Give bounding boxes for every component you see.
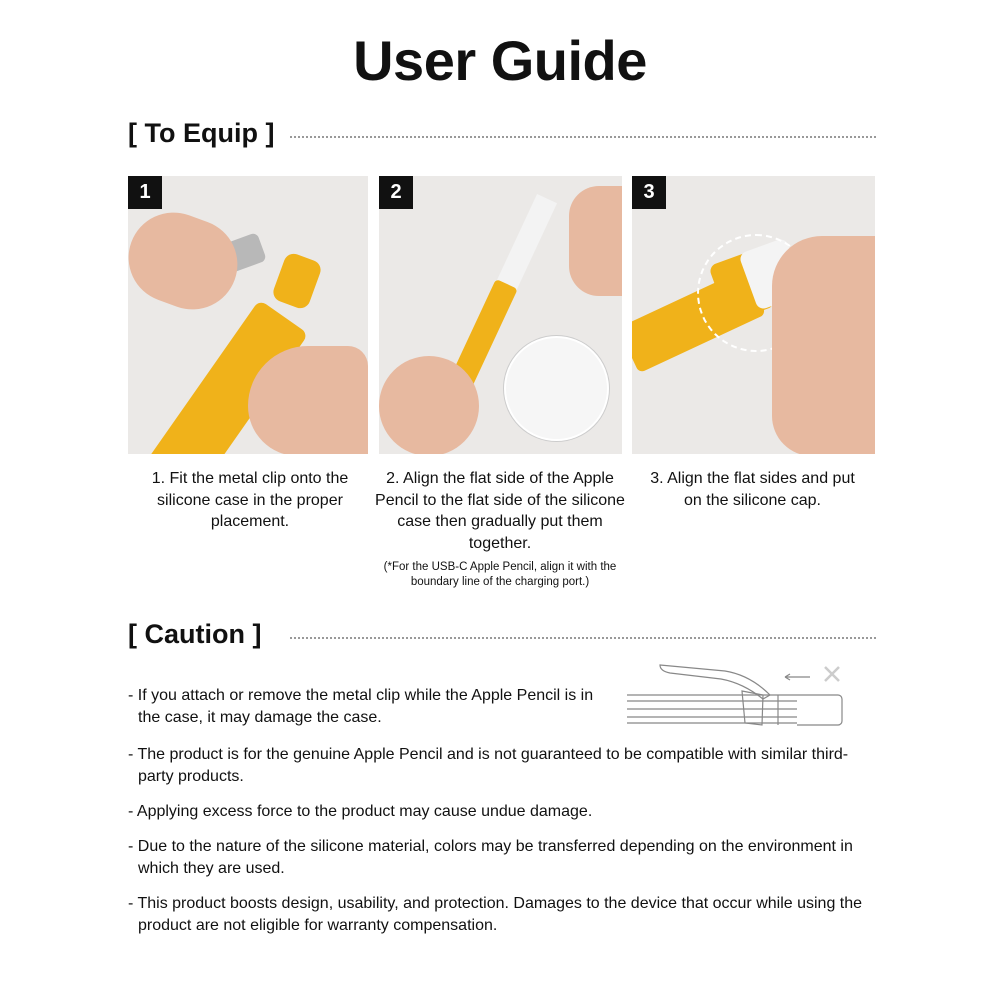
- step-3-caption: 3. Align the flat sides and put on the silicone cap.: [650, 470, 855, 509]
- caution-item: [128, 893, 880, 936]
- hand-shape: [569, 186, 622, 296]
- step-badge: 2: [379, 176, 413, 209]
- caution-text: - Due to the nature of the silicone material, colors may be transferred depending on the environment in which they are used.: [128, 838, 853, 877]
- divider: [290, 637, 876, 639]
- caution-item: [128, 685, 608, 728]
- step-2-image: [379, 176, 622, 454]
- step-1-caption: 1. Fit the metal clip onto the silicone case in the proper placement.: [151, 470, 349, 530]
- caution-text: - If you attach or remove the metal clip while the Apple Pencil is in the case, it may damage the case.: [128, 687, 594, 726]
- caution-item: [128, 801, 868, 823]
- hand-shape: [128, 200, 250, 322]
- caution-text: - Applying excess force to the product may cause undue damage.: [128, 803, 593, 820]
- step-2-note: (*For the USB-C Apple Pencil, align it with the boundary line of the charging port.): [383, 561, 617, 588]
- case-end-shape: [271, 251, 324, 311]
- step-badge: 1: [128, 176, 162, 209]
- caution-heading: [ Caution ]: [128, 619, 262, 649]
- step-3-image: [632, 176, 875, 454]
- caution-text: - This product boosts design, usability, and protection. Damages to the device that occur while using the product are not eligible for warranty compensation.: [128, 895, 863, 934]
- step-1-image: [128, 176, 368, 454]
- hand-shape: [379, 356, 479, 454]
- caution-item: [128, 836, 880, 879]
- divider: [290, 136, 876, 138]
- hand-shape: [248, 346, 368, 454]
- caution-item: [128, 744, 868, 787]
- caution-text: - The product is for the genuine Apple Pencil and is not guaranteed to be compatible with similar third-party products.: [128, 746, 849, 785]
- hand-shape: [772, 236, 875, 454]
- step-2-caption: [375, 468, 625, 590]
- to-equip-heading: [ To Equip ]: [128, 118, 275, 148]
- step-badge: 3: [632, 176, 666, 209]
- page-title: User Guide: [353, 29, 647, 92]
- zoom-inset: [504, 336, 609, 441]
- step-2-caption-text: 2. Align the flat side of the Apple Pencil to the flat side of the silicone case then gradually put them together.: [375, 470, 625, 552]
- clip-warning-diagram: [625, 655, 850, 730]
